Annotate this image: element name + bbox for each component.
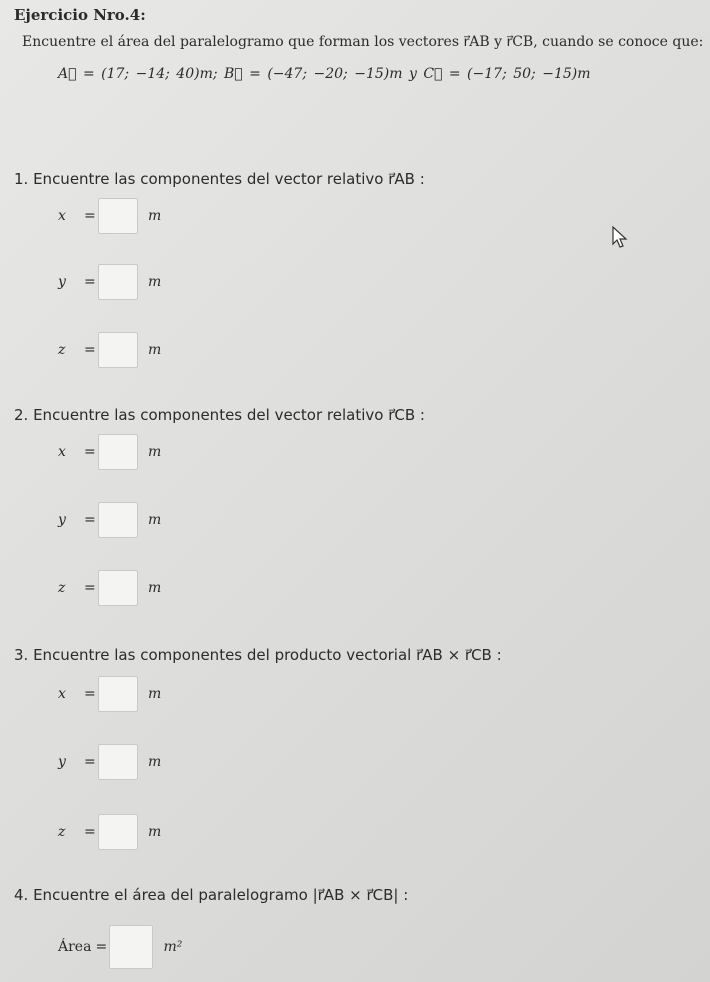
unit-label: m: [148, 686, 162, 702]
equals-sign: =: [84, 274, 96, 290]
given-vectors: A⃗ = (17; −14; 40)m; B⃗ = (−47; −20; −15)m y C⃗ = (−17; 50; −15)m: [58, 66, 591, 82]
equals-sign: =: [84, 342, 96, 358]
area-input[interactable]: [109, 925, 153, 969]
area-unit: m²: [163, 939, 183, 955]
question-4-title: 4. Encuentre el área del paralelogramo |r⃗AB × r⃗CB| :: [14, 886, 409, 904]
q3-y-label: y: [58, 754, 66, 770]
q3-z-row: [58, 814, 161, 850]
q2-x-row: [58, 434, 161, 470]
q2-y-label: y: [58, 512, 66, 528]
q2-y-input[interactable]: [98, 502, 138, 538]
exercise-heading: Ejercicio Nro.4:: [14, 6, 146, 24]
question-3-title: 3. Encuentre las componentes del producto vectorial r⃗AB × r⃗CB :: [14, 646, 502, 664]
area-row: [58, 925, 182, 969]
q1-x-label: x: [58, 208, 66, 224]
equals-sign: =: [84, 824, 96, 840]
area-label: Área: [58, 939, 92, 955]
q1-z-input[interactable]: [98, 332, 138, 368]
unit-label: m: [148, 754, 162, 770]
equals-sign: =: [95, 939, 108, 955]
q3-z-input[interactable]: [98, 814, 138, 850]
q2-z-row: [58, 570, 161, 606]
equals-sign: =: [84, 208, 96, 224]
q3-y-row: [58, 744, 161, 780]
q1-y-row: [58, 264, 161, 300]
unit-label: m: [148, 580, 162, 596]
q1-y-label: y: [58, 274, 66, 290]
q3-y-input[interactable]: [98, 744, 138, 780]
q2-x-label: x: [58, 444, 66, 460]
q2-x-input[interactable]: [98, 434, 138, 470]
q1-y-input[interactable]: [98, 264, 138, 300]
unit-label: m: [148, 208, 162, 224]
unit-label: m: [148, 512, 162, 528]
unit-label: m: [148, 444, 162, 460]
question-1-title: 1. Encuentre las componentes del vector relativo r⃗AB :: [14, 170, 425, 188]
exercise-intro: Encuentre el área del paralelogramo que forman los vectores r⃗AB y r⃗CB, cuando se conoce que:: [22, 34, 704, 50]
q3-x-label: x: [58, 686, 66, 702]
equals-sign: =: [84, 754, 96, 770]
equals-sign: =: [84, 444, 96, 460]
q1-x-input[interactable]: [98, 198, 138, 234]
q3-x-input[interactable]: [98, 676, 138, 712]
q2-y-row: [58, 502, 161, 538]
unit-label: m: [148, 824, 162, 840]
q2-z-label: z: [58, 580, 66, 596]
q1-z-label: z: [58, 342, 66, 358]
q1-z-row: [58, 332, 161, 368]
equals-sign: =: [84, 512, 96, 528]
equals-sign: =: [84, 580, 96, 596]
q3-x-row: [58, 676, 161, 712]
unit-label: m: [148, 274, 162, 290]
q3-z-label: z: [58, 824, 66, 840]
q2-z-input[interactable]: [98, 570, 138, 606]
equals-sign: =: [84, 686, 96, 702]
unit-label: m: [148, 342, 162, 358]
question-2-title: 2. Encuentre las componentes del vector relativo r⃗CB :: [14, 406, 425, 424]
mouse-pointer-icon: [612, 226, 630, 252]
q1-x-row: [58, 198, 161, 234]
